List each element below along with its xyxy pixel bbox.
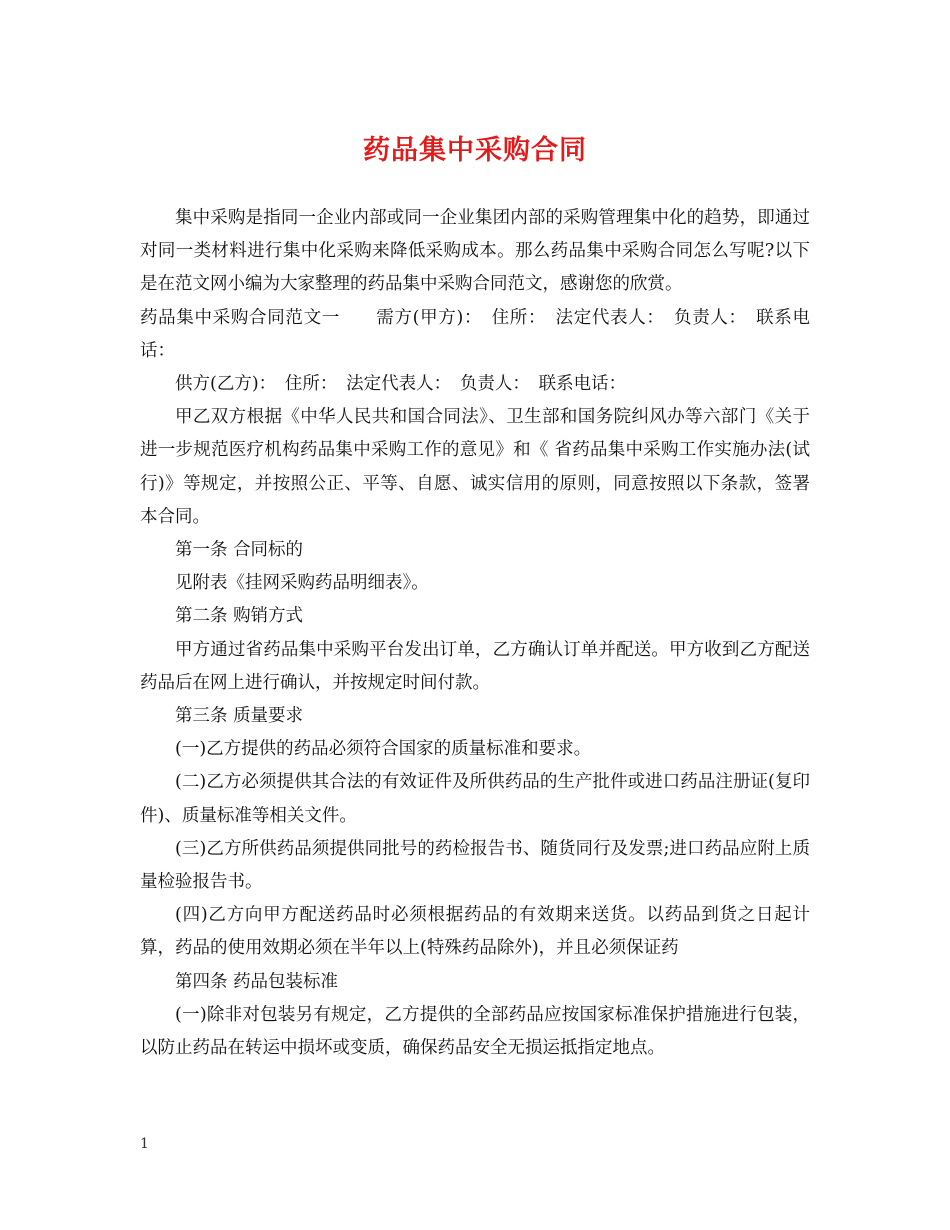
seller-info-paragraph: 供方(乙方)： 住所： 法定代表人： 负责人： 联系电话： (175, 374, 627, 395)
article-2-text: 甲方通过省药品集中采购平台发出订单，乙方确认订单并配送。甲方收到乙方配送药品后在网上进行确认，并按规定时间付款。 (140, 639, 810, 693)
article-1-text: 见附表《挂网采购药品明细表》。 (175, 573, 429, 594)
article-2-heading: 第二条 购销方式 (175, 606, 304, 627)
document-body (140, 202, 810, 1065)
agreement-basis-paragraph: 甲乙双方根据《中华人民共和国合同法》、卫生部和国务院纠风办等六部门《关于进一步规范医疗机构药品集中采购工作的意见》和《 省药品集中采购工作实施办法(试行)》等规定，并按照公正、平等、自愿、诚实信用的原则，同意按照以下条款，签署本合同。 (140, 407, 810, 527)
article-4-heading: 第四条 药品包装标准 (175, 971, 339, 992)
article-3-item-4: (四)乙方向甲方配送药品时必须根据药品的有效期来送货。以药品到货之日起计算，药品的使用效期必须在半年以上(特殊药品除外)，并且必须保证药 (140, 905, 810, 959)
article-3-item-3: (三)乙方所供药品须提供同批号的药检报告书、随货同行及发票;进口药品应附上质量检验报告书。 (140, 838, 810, 893)
article-3-item-2: (二)乙方必须提供其合法的有效证件及所供药品的生产批件或进口药品注册证(复印件)、质量标准等相关文件。 (140, 772, 810, 826)
article-4-item-1: (一)除非对包装另有规定，乙方提供的全部药品应按国家标准保护措施进行包装，以防止药品在转运中损坏或变质，确保药品安全无损运抵指定地点。 (140, 1004, 810, 1059)
buyer-info-paragraph: 药品集中采购合同范文一 需方(甲方)： 住所： 法定代表人： 负责人： 联系电话： (140, 307, 810, 361)
article-3-heading: 第三条 质量要求 (175, 706, 304, 727)
document-title: 药品集中采购合同 (363, 135, 587, 166)
article-3-item-1: (一)乙方提供的药品必须符合国家的质量标准和要求。 (175, 739, 592, 760)
article-1-heading: 第一条 合同标的 (175, 540, 304, 561)
page-number: 1 (140, 1136, 149, 1152)
intro-paragraph: 集中采购是指同一企业内部或同一企业集团内部的采购管理集中化的趋势，即通过对同一类材料进行集中化采购来降低采购成本。那么药品集中采购合同怎么写呢?以下是在范文网小编为大家整理的药品集中采购合同范文，感谢您的欣赏。 (140, 208, 810, 295)
